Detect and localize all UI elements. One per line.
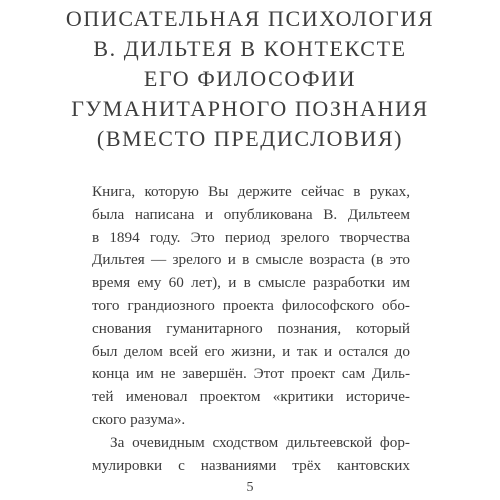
chapter-heading (60, 4, 440, 154)
text-line: Дильтея — зрелого и в смысле возраста (в это (92, 251, 410, 269)
paragraph-2 (92, 432, 410, 478)
paragraph-1 (92, 181, 410, 432)
heading-line: В. ДИЛЬТЕЯ В КОНТЕКСТЕ (93, 36, 407, 61)
text-line: в 1894 году. Это период зрелого творчества (92, 228, 410, 246)
page-number: 5 (246, 480, 254, 495)
text-line: За очевидным сходством дильтеевской фор- (110, 433, 410, 451)
text-line: ского разума». (92, 410, 186, 428)
text-line: того грандиозного проекта философского обо- (92, 296, 410, 314)
text-line: снования гуманитарного познания, который (92, 319, 410, 337)
heading-line: ГУМАНИТАРНОГО ПОЗНАНИЯ (71, 96, 429, 121)
heading-line: ОПИСАТЕЛЬНАЯ ПСИХОЛОГИЯ (65, 6, 435, 31)
text-line: конца им не завершён. Этот проект сам Диль- (92, 365, 410, 383)
text-line: Книга, которую Вы держите сейчас в руках, (92, 183, 410, 200)
text-line: время ему 60 лет), и в смысле разработки им (92, 274, 410, 292)
text-line: мулировки с названиями трёх кантовских (92, 456, 410, 474)
text-line: тей именовал проектом «критики историче- (92, 388, 410, 406)
heading-line: (ВМЕСТО ПРЕДИСЛОВИЯ) (96, 126, 404, 151)
text-line: был делом всей его жизни, и так и остался до (92, 342, 410, 360)
body-text (92, 181, 410, 477)
text-line: была написана и опубликована В. Дильтеем (92, 205, 410, 223)
heading-line: ЕГО ФИЛОСОФИИ (143, 66, 357, 91)
